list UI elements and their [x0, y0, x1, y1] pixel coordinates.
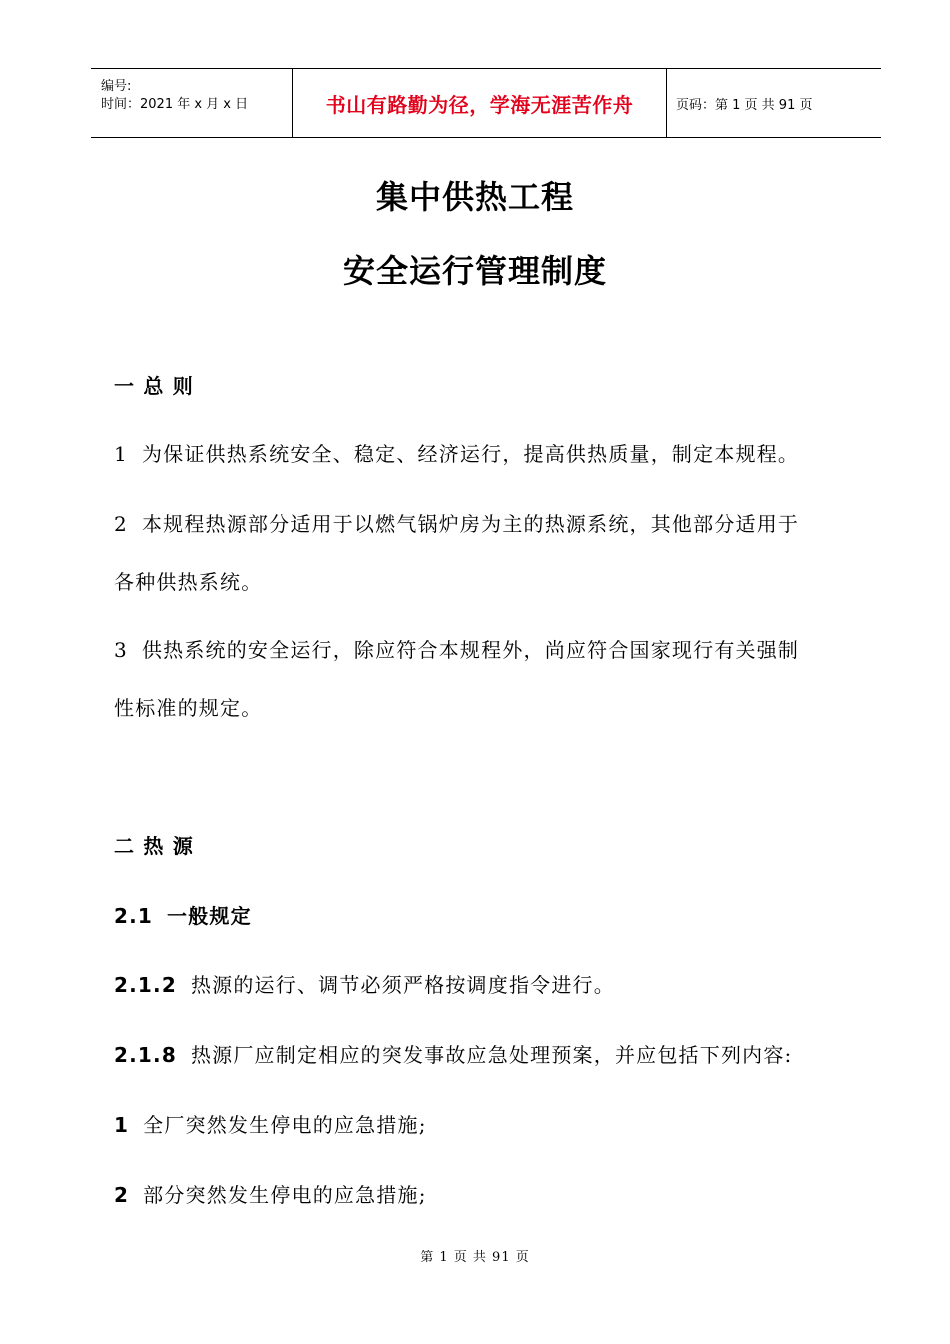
section-heading-heat-source: 二 热 源 [114, 834, 194, 858]
list-item-number: 1 [114, 1113, 130, 1137]
section-heading-general: 一 总 则 [114, 374, 194, 398]
header-code-label: 编号: [101, 79, 132, 94]
list-item-1 [114, 1109, 874, 1138]
clause-number: 2.1.2 [114, 973, 177, 997]
page-footer: 第 1 页 共 91 页 [420, 1250, 530, 1265]
clause-text: 热源厂应制定相应的突发事故应急处理预案，并应包括下列内容: [190, 1043, 793, 1067]
paragraph-3-line1 [114, 634, 874, 663]
clause-2-1-8 [114, 1039, 874, 1068]
list-item-text: 部分突然发生停电的应急措施; [143, 1183, 427, 1207]
list-item-2 [114, 1179, 874, 1208]
list-item-text: 全厂突然发生停电的应急措施; [143, 1113, 427, 1137]
paragraph-3-line2: 性标准的规定。 [114, 696, 263, 720]
header-page-cell [667, 69, 881, 137]
list-item-number: 2 [114, 1183, 130, 1207]
paragraph-2-line1 [114, 508, 874, 537]
paragraph-text: 供热系统的安全运行，除应符合本规程外，尚应符合国家现行有关强制 [141, 638, 800, 662]
header-motto: 书山有路勤为径，学海无涯苦作舟 [325, 92, 634, 117]
paragraph-1 [114, 438, 874, 467]
clause-text: 热源的运行、调节必须严格按调度指令进行。 [190, 973, 615, 997]
page-header [91, 68, 881, 138]
paragraph-number: 2 [114, 512, 128, 536]
paragraph-text: 为保证供热系统安全、稳定、经济运行，提高供热质量，制定本规程。 [141, 442, 800, 466]
paragraph-number: 3 [114, 638, 128, 662]
paragraph-2-line2: 各种供热系统。 [114, 570, 263, 594]
clause-number: 2.1.8 [114, 1043, 177, 1067]
document-title-line1: 集中供热工程 [375, 178, 574, 216]
subsection-number: 2.1 [114, 904, 154, 928]
header-motto-cell [292, 69, 667, 137]
subsection-heading-2-1 [114, 900, 874, 929]
paragraph-number: 1 [114, 442, 128, 466]
header-meta-cell [91, 69, 292, 137]
header-time-label: 时间：2021 年 x 月 x 日 [101, 97, 249, 112]
clause-2-1-2 [114, 969, 874, 998]
subsection-title: 一般规定 [167, 904, 252, 928]
paragraph-text: 本规程热源部分适用于以燃气锅炉房为主的热源系统，其他部分适用于 [141, 512, 800, 536]
header-page-ref: 页码：第 1 页 共 91 页 [676, 97, 813, 113]
document-title-line2: 安全运行管理制度 [342, 252, 607, 290]
